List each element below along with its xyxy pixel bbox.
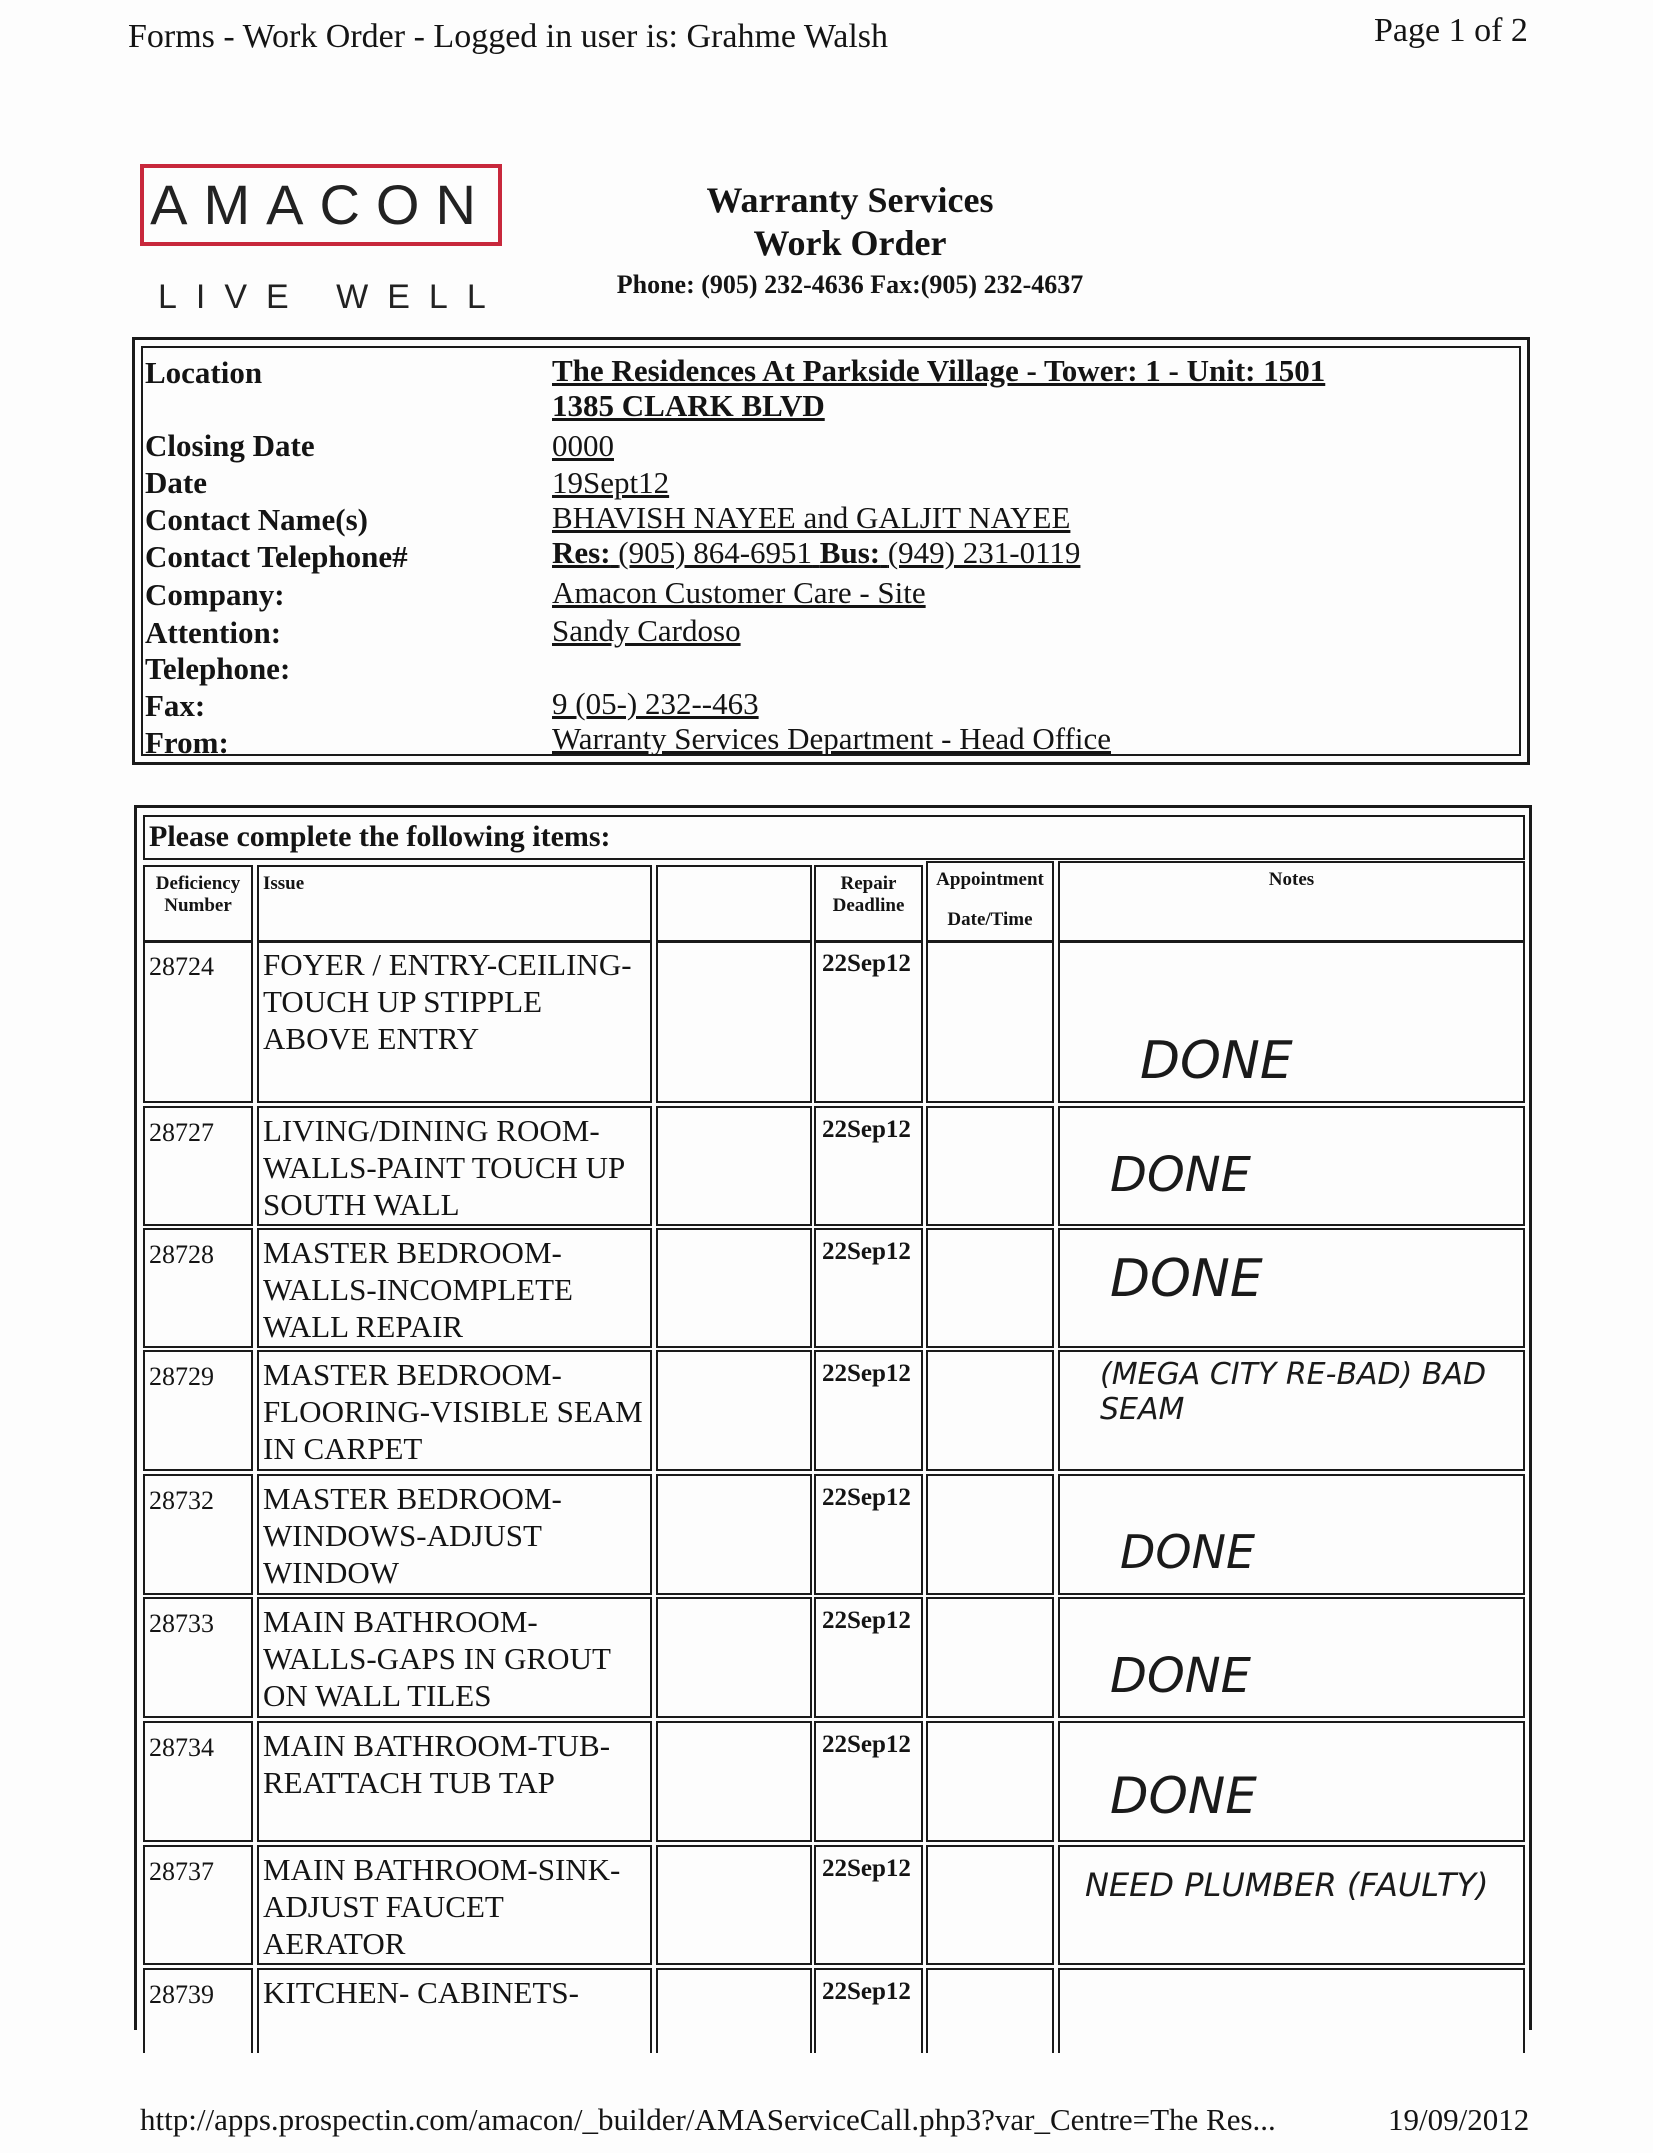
handwritten-note: DONE [1110, 1147, 1251, 1203]
repair-deadline: 22Sep12 [822, 1238, 911, 1265]
page-header-title: Forms - Work Order - Logged in user is: Grahme Walsh [128, 18, 889, 55]
col-issue-label: Issue [263, 873, 305, 894]
row-28729-notes-cell [1058, 1350, 1525, 1471]
deficiency-number: 28734 [149, 1733, 214, 1762]
row-28729-appt-cell [926, 1350, 1054, 1471]
row-28737-issue-cell [257, 1845, 652, 1965]
location-line1: The Residences At Parkside Village - Tower: 1 - Unit: 1501 [552, 353, 1326, 388]
handwritten-note: DONE [1110, 1767, 1257, 1825]
row-28734-notes-cell [1058, 1721, 1525, 1842]
contact-telephone-value [552, 535, 1080, 571]
fax-value: 9 (05-) 232--463 [552, 686, 759, 721]
row-28729-num-cell [143, 1350, 253, 1471]
row-28724-dead-cell [814, 940, 923, 1103]
bus-phone: (949) 231-0119 [887, 535, 1081, 570]
contact-names-value: BHAVISH NAYEE and GALJIT NAYEE [552, 500, 1071, 535]
col-header-deficiency [143, 865, 253, 943]
deficiency-number: 28737 [149, 1857, 214, 1886]
row-28727-notes-cell [1058, 1106, 1525, 1226]
company-value: Amacon Customer Care - Site [552, 575, 926, 610]
row-28728-notes-cell [1058, 1228, 1525, 1348]
deficiency-number: 28732 [149, 1486, 214, 1515]
repair-deadline: 22Sep12 [822, 1855, 911, 1882]
row-28739-notes-cell [1058, 1968, 1525, 2053]
row-28733-blank-cell [656, 1597, 812, 1718]
row-28733-appt-cell [926, 1597, 1054, 1718]
location-label: Location [145, 355, 263, 390]
res-phone: (905) 864-6951 [618, 535, 813, 570]
telephone-label: Telephone: [145, 651, 291, 686]
closing-date-value: 0000 [552, 428, 614, 463]
footer-url: http://apps.prospectin.com/amacon/_builder/AMAServiceCall.php3?var_Centre=The Res... [140, 2102, 1276, 2137]
col-header-issue [257, 865, 652, 943]
row-28724-blank-cell [656, 940, 812, 1103]
title-warranty-services: Warranty Services [706, 180, 994, 220]
phone-fax-line: Phone: (905) 232-4636 Fax:(905) 232-4637 [616, 270, 1084, 299]
repair-deadline: 22Sep12 [822, 1731, 911, 1758]
from-value: Warranty Services Department - Head Office [552, 721, 1111, 756]
bus-label: Bus: [819, 535, 881, 570]
row-28733-num-cell [143, 1597, 253, 1718]
logo-tagline: LIVE WELL [158, 278, 505, 316]
issue-text: MAIN BATHROOM-SINK-ADJUST FAUCET AERATOR [263, 1852, 621, 1961]
page-number: Page 1 of 2 [1374, 12, 1528, 49]
handwritten-note: DONE [1140, 1031, 1293, 1091]
repair-deadline: 22Sep12 [822, 1978, 911, 2005]
handwritten-note: DONE [1110, 1648, 1251, 1704]
repair-deadline: 22Sep12 [822, 1360, 911, 1387]
repair-deadline: 22Sep12 [822, 950, 911, 977]
row-28732-num-cell [143, 1474, 253, 1595]
fax-label: Fax: [145, 688, 206, 723]
amacon-logo: AMACON [140, 164, 502, 246]
deficiency-number: 28733 [149, 1609, 214, 1638]
row-28724-issue-cell [257, 940, 652, 1103]
col-datetime-label: Date/Time [947, 909, 1033, 930]
col-notes-label: Notes [1268, 869, 1315, 890]
issue-text: MASTER BEDROOM-WINDOWS-ADJUST WINDOW [263, 1481, 562, 1590]
row-28724-num-cell [143, 940, 253, 1103]
contact-names-label: Contact Name(s) [145, 502, 368, 537]
row-28727-issue-cell [257, 1106, 652, 1226]
deficiency-number: 28727 [149, 1118, 214, 1147]
col-deficiency-label: Deficiency Number [155, 873, 241, 916]
row-28739-appt-cell [926, 1968, 1054, 2053]
row-28727-blank-cell [656, 1106, 812, 1226]
row-28739-blank-cell [656, 1968, 812, 2053]
handwritten-note: (MEGA CITY RE-BAD) BAD SEAM [1100, 1357, 1487, 1427]
deficiency-number: 28728 [149, 1240, 214, 1269]
date-value: 19Sept12 [552, 465, 670, 500]
row-28728-dead-cell [814, 1228, 923, 1348]
row-28724-appt-cell [926, 940, 1054, 1103]
handwritten-note: NEED PLUMBER (FAULTY) [1085, 1866, 1489, 1904]
issue-text: FOYER / ENTRY-CEILING-TOUCH UP STIPPLE ABOVE ENTRY [263, 947, 632, 1056]
row-28737-appt-cell [926, 1845, 1054, 1965]
row-28733-dead-cell [814, 1597, 923, 1718]
row-28737-notes-cell [1058, 1845, 1525, 1965]
col-header-repair [814, 865, 923, 943]
document-title-block [560, 178, 1140, 306]
repair-deadline: 22Sep12 [822, 1607, 911, 1634]
items-title: Please complete the following items: [149, 820, 611, 853]
row-28728-issue-cell [257, 1228, 652, 1348]
issue-text: KITCHEN- CABINETS- [263, 1975, 579, 2010]
footer-date: 19/09/2012 [1388, 2102, 1530, 2137]
row-28732-appt-cell [926, 1474, 1054, 1595]
row-28734-blank-cell [656, 1721, 812, 1842]
res-label: Res: [552, 535, 611, 570]
col-header-blank [656, 865, 812, 943]
row-28739-num-cell [143, 1968, 253, 2053]
issue-text: LIVING/DINING ROOM-WALLS-PAINT TOUCH UP SOUTH WALL [263, 1113, 625, 1222]
location-line2: 1385 CLARK BLVD [552, 388, 825, 423]
repair-deadline: 22Sep12 [822, 1116, 911, 1143]
row-28732-dead-cell [814, 1474, 923, 1595]
row-28739-issue-cell [257, 1968, 652, 2053]
col-appointment-label: Appointment [936, 869, 1044, 890]
row-28739-dead-cell [814, 1968, 923, 2053]
row-28728-num-cell [143, 1228, 253, 1348]
row-28732-issue-cell [257, 1474, 652, 1595]
row-28733-issue-cell [257, 1597, 652, 1718]
row-28733-notes-cell [1058, 1597, 1525, 1718]
company-label: Company: [145, 577, 285, 612]
row-28734-appt-cell [926, 1721, 1054, 1842]
handwritten-note: DONE [1110, 1249, 1263, 1309]
handwritten-note: DONE [1120, 1525, 1256, 1579]
col-header-notes [1058, 861, 1525, 943]
row-28732-notes-cell [1058, 1474, 1525, 1595]
issue-text: MAIN BATHROOM-TUB-REATTACH TUB TAP [263, 1728, 611, 1800]
repair-deadline: 22Sep12 [822, 1484, 911, 1511]
row-28727-dead-cell [814, 1106, 923, 1226]
deficiency-number: 28729 [149, 1362, 214, 1391]
row-28729-issue-cell [257, 1350, 652, 1471]
row-28729-dead-cell [814, 1350, 923, 1471]
row-28729-blank-cell [656, 1350, 812, 1471]
row-28728-blank-cell [656, 1228, 812, 1348]
row-28737-dead-cell [814, 1845, 923, 1965]
row-28724-notes-cell [1058, 940, 1525, 1103]
row-28728-appt-cell [926, 1228, 1054, 1348]
issue-text: MAIN BATHROOM-WALLS-GAPS IN GROUT ON WALL TILES [263, 1604, 611, 1713]
contact-telephone-label: Contact Telephone# [145, 539, 408, 574]
row-28727-num-cell [143, 1106, 253, 1226]
title-work-order: Work Order [753, 223, 947, 263]
deficiency-number: 28724 [149, 952, 214, 981]
from-label: From: [145, 725, 229, 760]
issue-text: MASTER BEDROOM-FLOORING-VISIBLE SEAM IN CARPET [263, 1357, 643, 1466]
row-28734-issue-cell [257, 1721, 652, 1842]
row-28737-blank-cell [656, 1845, 812, 1965]
issue-text: MASTER BEDROOM-WALLS-INCOMPLETE WALL REPAIR [263, 1235, 573, 1344]
row-28734-num-cell [143, 1721, 253, 1842]
row-28734-dead-cell [814, 1721, 923, 1842]
attention-label: Attention: [145, 615, 282, 650]
closing-date-label: Closing Date [145, 428, 315, 463]
attention-value: Sandy Cardoso [552, 613, 741, 648]
row-28732-blank-cell [656, 1474, 812, 1595]
row-28727-appt-cell [926, 1106, 1054, 1226]
col-header-appointment [926, 861, 1054, 943]
deficiency-number: 28739 [149, 1980, 214, 2009]
row-28737-num-cell [143, 1845, 253, 1965]
date-label: Date [145, 465, 207, 500]
col-repair-label: Repair Deadline [832, 873, 905, 916]
